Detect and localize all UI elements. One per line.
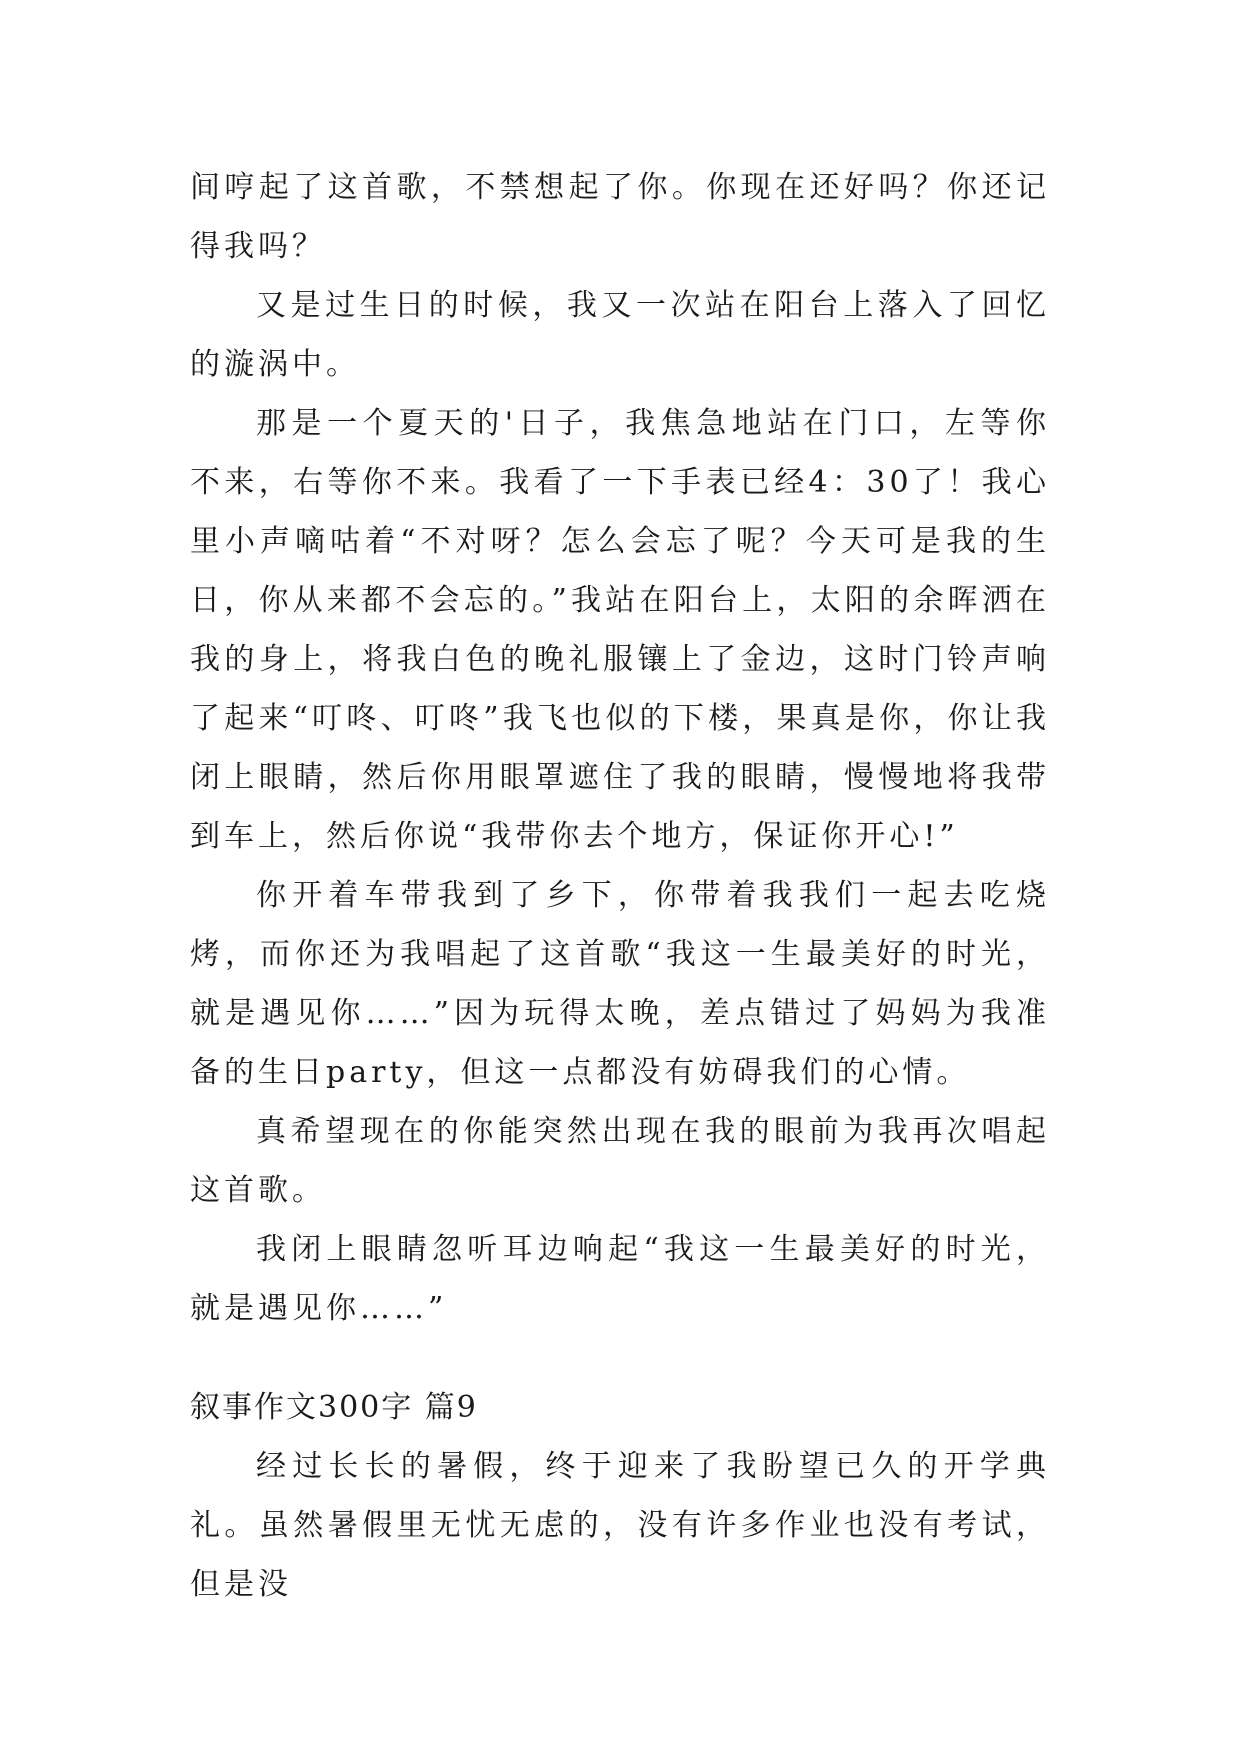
paragraph: 又是过生日的时候，我又一次站在阳台上落入了回忆的漩涡中。 — [190, 288, 1050, 382]
paragraph: 我闭上眼睛忽听耳边响起“我这一生最美好的时光，就是遇见你……” — [190, 1232, 1050, 1326]
paragraph: 真希望现在的你能突然出现在我的眼前为我再次唱起这首歌。 — [190, 1114, 1050, 1208]
paragraph: 那是一个夏天的'日子，我焦急地站在门口，左等你不来，右等你不来。我看了一下手表已经4：30了！我心里小声嘀咕着“不对呀？怎么会忘了呢？今天可是我的生日，你从来都不会忘的。”我站在阳台上，太阳的余晖洒在我的身上，将我白色的晚礼服镶上了金边，这时门铃声响了起来“叮咚、叮咚”我飞也似的下楼，果真是你，你让我闭上眼睛，然后你用眼罩遮住了我的眼睛，慢慢地将我带到车上，然后你说“我带你去个地方，保证你开心!” — [190, 406, 1050, 854]
next-story-body — [190, 1437, 1050, 1614]
story-body — [190, 158, 1050, 1338]
paragraph: 经过长长的暑假，终于迎来了我盼望已久的开学典礼。虽然暑假里无忧无虑的，没有许多作业也没有考试，但是没 — [190, 1449, 1050, 1602]
section-heading: 叙事作文300字 篇9 — [190, 1390, 478, 1425]
paragraph: 你开着车带我到了乡下，你带着我我们一起去吃烧烤，而你还为我唱起了这首歌“我这一生最美好的时光，就是遇见你……”因为玩得太晚，差点错过了妈妈为我准备的生日party，但这一点都没有妨碍我们的心情。 — [190, 878, 1050, 1090]
paragraph: 间哼起了这首歌，不禁想起了你。你现在还好吗？你还记得我吗？ — [190, 170, 1050, 264]
